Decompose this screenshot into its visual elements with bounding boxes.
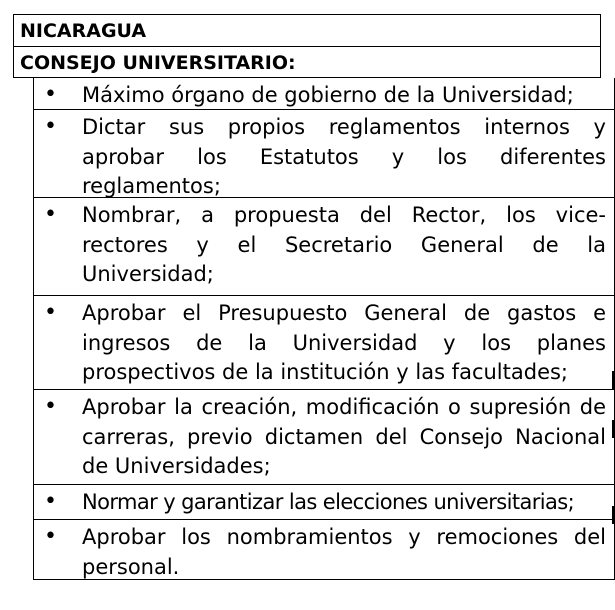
item-text: Dictar sus propios reglamentos internos y aprobar los Estatutos y los diferentes reglamentos; [82, 115, 606, 198]
item-text: Nombrar, a propuesta del Rector, los vice- rectores y el Secretario General de la Universidad; [82, 203, 606, 286]
list-item [34, 295, 614, 389]
item-text: Máximo órgano de gobierno de la Universidad; [82, 83, 574, 107]
list-item [34, 389, 614, 484]
item-text: Aprobar la creación, modificación o supresión de carreras, previo dictamen del Consejo Nacional de Universidades; [82, 395, 606, 478]
list-item [34, 519, 614, 579]
bullet-icon: • [44, 300, 57, 325]
bullet-icon: • [44, 394, 57, 419]
list-item [34, 109, 614, 197]
item-text: Normar y garantizar las elecciones universitarias; [82, 490, 575, 514]
country-header: NICARAGUA [13, 14, 601, 46]
item-text: Aprobar el Presupuesto General de gastos e ingresos de la Universidad y los planes prospectivos de la institución y las facultades; [82, 301, 606, 384]
bullet-icon: • [44, 114, 57, 139]
list-item [34, 197, 614, 295]
bullet-icon: • [44, 524, 57, 549]
bullet-icon: • [44, 202, 57, 227]
section-header: CONSEJO UNIVERSITARIO: [13, 46, 601, 78]
bullet-icon: • [44, 489, 57, 514]
list-item [34, 78, 614, 109]
list-item [34, 484, 614, 519]
function-list [33, 78, 615, 580]
item-text: Aprobar los nombramientos y remociones del personal. [82, 525, 606, 579]
functions-table [13, 14, 606, 580]
bullet-icon: • [44, 82, 57, 107]
